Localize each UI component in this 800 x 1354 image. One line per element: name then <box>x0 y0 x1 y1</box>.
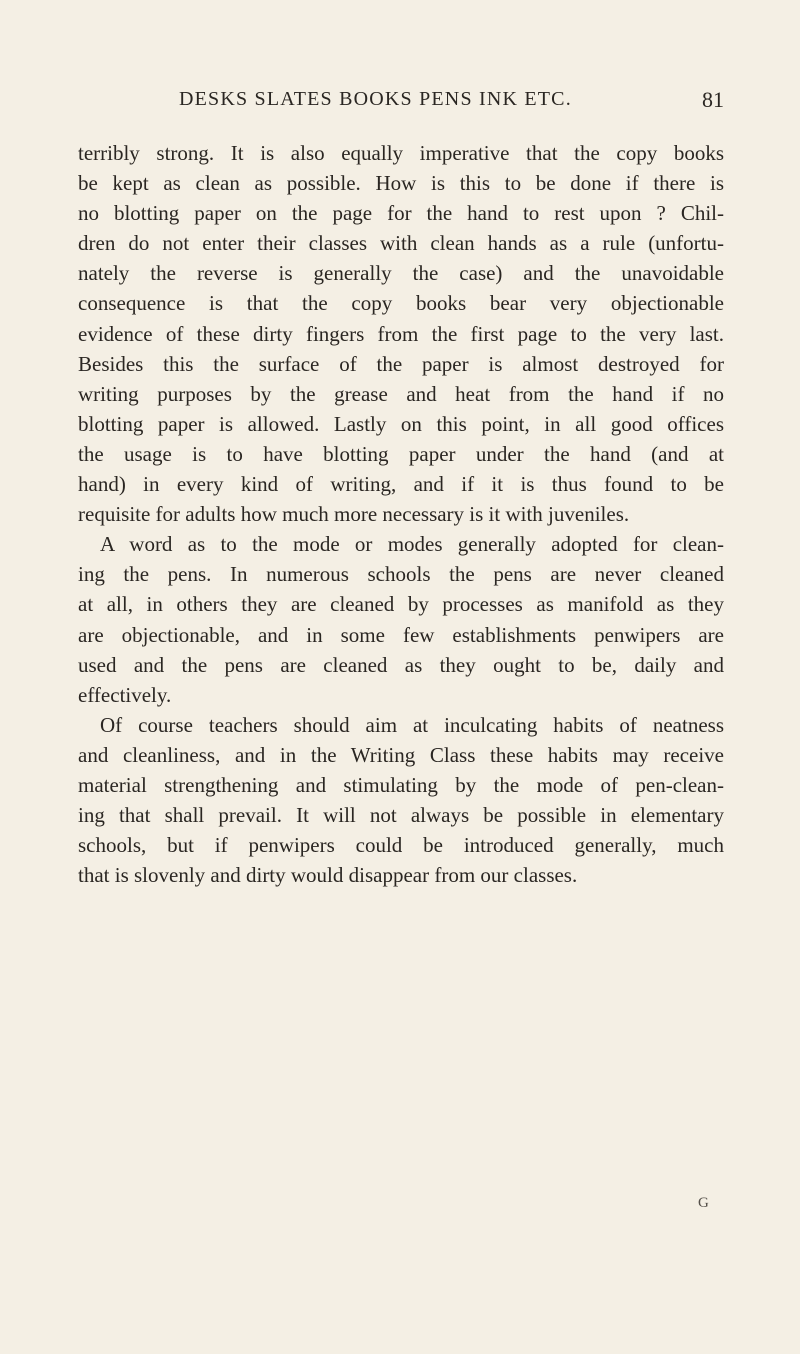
running-head-title: DESKS SLATES BOOKS PENS INK ETC. <box>179 88 572 110</box>
text-line: nately the reverse is generally the case) and the unavoidable <box>78 261 724 286</box>
text-line: evidence of these dirty fingers from the first page to the very last. <box>78 321 724 346</box>
text-line: at all, in others they are cleaned by processes as manifold as they <box>78 592 724 617</box>
text-line: terribly strong. It is also equally imperative that the copy books <box>78 141 724 165</box>
text-line: writing purposes by the grease and heat from the hand if no <box>78 381 724 406</box>
text-line: used and the pens are cleaned as they ought to be, daily and <box>78 652 724 677</box>
running-head <box>78 88 724 118</box>
text-line: requisite for adults how much more necessary is it with juveniles. <box>78 502 630 527</box>
text-line: consequence is that the copy books bear very objectionable <box>78 291 724 316</box>
text-line: ing that shall prevail. It will not always be possible in elementary <box>78 803 724 828</box>
text-line: and cleanliness, and in the Writing Class these habits may receive <box>78 742 724 767</box>
text-line: no blotting paper on the page for the hand to rest upon ? Chil- <box>78 201 724 226</box>
body-text <box>78 138 724 890</box>
text-line: Besides this the surface of the paper is almost destroyed for <box>78 351 724 376</box>
signature-mark: G <box>698 1195 709 1211</box>
text-line: blotting paper is allowed. Lastly on this point, in all good offices <box>78 411 724 436</box>
text-line: A word as to the mode or modes generally adopted for clean- <box>100 532 724 557</box>
text-line: material strengthening and stimulating by the mode of pen-clean- <box>78 772 724 797</box>
text-line: hand) in every kind of writing, and if it is thus found to be <box>78 472 724 497</box>
text-line: that is slovenly and dirty would disappear from our classes. <box>78 863 578 888</box>
text-line: ing the pens. In numerous schools the pens are never cleaned <box>78 562 724 587</box>
text-line: be kept as clean as possible. How is this to be done if there is <box>78 171 724 196</box>
page-number: 81 <box>702 87 724 112</box>
text-line: schools, but if penwipers could be introduced generally, much <box>78 833 724 858</box>
text-line: the usage is to have blotting paper under the hand (and at <box>78 441 724 466</box>
text-line: dren do not enter their classes with clean hands as a rule (unfortu- <box>78 231 724 256</box>
text-line: Of course teachers should aim at inculcating habits of neatness <box>100 712 724 737</box>
text-line: are objectionable, and in some few establishments penwipers are <box>78 622 724 647</box>
text-line: effectively. <box>78 682 172 707</box>
